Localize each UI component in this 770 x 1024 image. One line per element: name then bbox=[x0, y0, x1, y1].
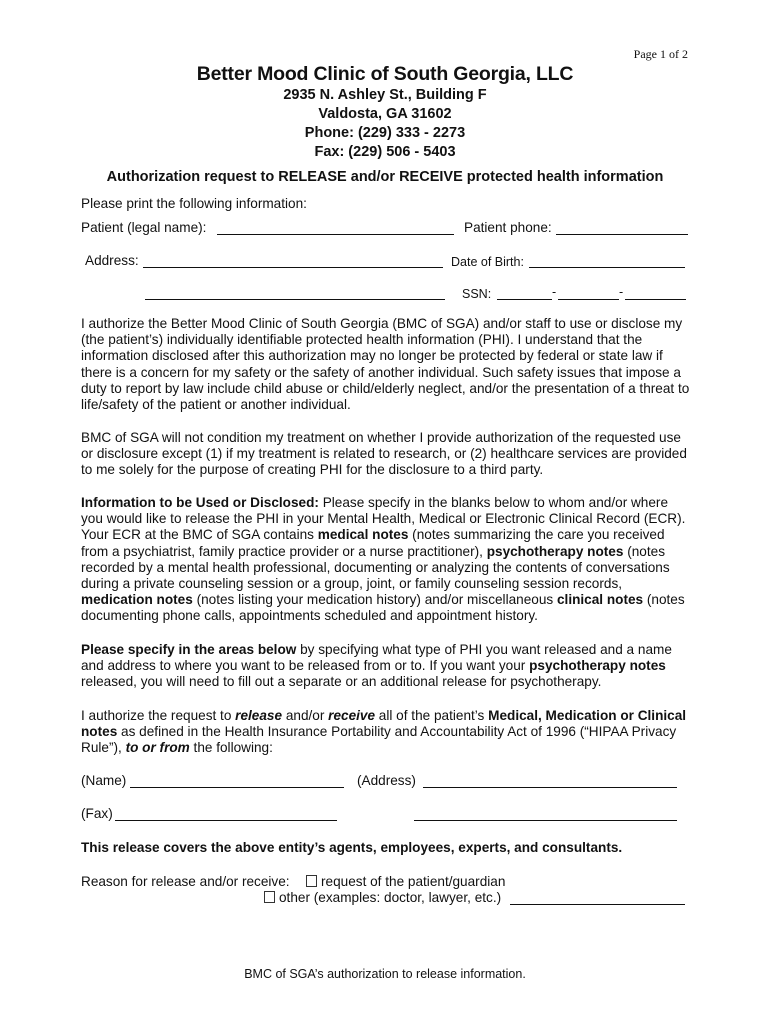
address-line2-field[interactable] bbox=[145, 287, 445, 300]
patient-name-label: Patient (legal name): bbox=[81, 220, 207, 235]
entity-address-field[interactable] bbox=[423, 775, 677, 788]
term-release: release bbox=[235, 708, 283, 723]
entity-fax-field[interactable] bbox=[115, 808, 337, 821]
information-paragraph: Information to be Used or Disclosed: Please specify in the blanks below to whom and/or where you would like to release the PHI in your Mental Health, Medical or Electronic Clinical Record (ECR). Your ECR at the BMC of SGA contains medical notes (notes summarizing the care you received from a psychiatrist, family practice provider or a nurse practitioner), psychotherapy notes (notes recorded by a mental health professional, documenting or analyzing the contents of conversations during a private counseling session or a group, joint, or family counseling session records, medication notes (notes listing your medication history) and/or miscellaneous clinical notes (notes documenting phone calls, appointments scheduled and appointment history. bbox=[81, 495, 686, 624]
ssn-separator: - bbox=[552, 285, 557, 299]
term-receive: receive bbox=[328, 708, 376, 723]
reason-option-other[interactable] bbox=[264, 890, 501, 905]
address-label: Address: bbox=[85, 253, 139, 268]
ssn-separator: - bbox=[619, 285, 624, 299]
dob-field[interactable] bbox=[529, 255, 685, 268]
ssn-part1-field[interactable] bbox=[497, 287, 552, 300]
paragraph-text: BMC of SGA will not condition my treatment on whether I provide authorization of the requested use or disclosure except (1) if my treatment is related to research, or (2) healthcare services are provided to me solely for the purpose of creating PHI for the disclosure to a third party. bbox=[81, 430, 687, 478]
paragraph-text: I authorize the Better Mood Clinic of South Georgia (BMC of SGA) and/or staff to use or disclose my (the patient’s) individually identifiable protected health information (PHI). I understand that the information disclosed after this authorization may no longer be protected by federal or state law if there is a concern for my safety or the safety of another individual. Such safety issues that impose a duty to report by law include child abuse or child/elderly neglect, and/or the presentation of a threat to life/safety of the patient or another individual. bbox=[81, 316, 690, 413]
ssn-label: SSN: bbox=[462, 287, 492, 301]
patient-phone-label: Patient phone: bbox=[464, 220, 552, 235]
term-to-or-from: to or from bbox=[125, 740, 190, 756]
reason-label: Reason for release and/or receive: bbox=[81, 874, 290, 889]
address-field[interactable] bbox=[143, 255, 443, 268]
patient-phone-field[interactable] bbox=[556, 222, 688, 235]
condition-paragraph bbox=[81, 430, 691, 479]
term-medical-notes: medical notes bbox=[317, 527, 409, 543]
clinic-phone: Phone: (229) 333 - 2273 bbox=[304, 125, 466, 141]
entity-address-label: (Address) bbox=[357, 773, 416, 788]
authorization-paragraph bbox=[81, 316, 691, 413]
instructions: Please print the following information: bbox=[81, 196, 307, 211]
checkbox[interactable] bbox=[264, 891, 275, 903]
bold-lead: Please specify in the areas below bbox=[81, 642, 297, 657]
term-notes: Medical, Medication or Clinical notes bbox=[81, 708, 687, 740]
term-medication-notes: medication notes bbox=[81, 592, 193, 608]
term-clinical-notes: clinical notes bbox=[556, 592, 644, 608]
dob-label: Date of Birth: bbox=[451, 255, 524, 269]
specify-paragraph: Please specify in the areas below by specifying what type of PHI you want released and a name and address to where you want to be released from or to. If you want your psychotherapy notes released, you will need to fill out a separate or an additional release for psychotherapy. bbox=[81, 642, 672, 690]
patient-name-field[interactable] bbox=[217, 222, 454, 235]
entity-name-label: (Name) bbox=[81, 773, 127, 788]
page-number: Page 1 of 2 bbox=[633, 47, 688, 61]
reason-option-patient[interactable] bbox=[306, 874, 505, 889]
entity-fax-label: (Fax) bbox=[81, 806, 113, 821]
term-psychotherapy-notes: psychotherapy notes bbox=[486, 543, 624, 559]
entity-address-line2-field[interactable] bbox=[414, 808, 677, 821]
reason-option-label: other (examples: doctor, lawyer, etc.) bbox=[279, 890, 502, 905]
coverage-statement: This release covers the above entity’s agents, employees, experts, and consultants. bbox=[81, 840, 623, 855]
reason-other-field[interactable] bbox=[510, 892, 685, 905]
ssn-part3-field[interactable] bbox=[625, 287, 686, 300]
clinic-name: Better Mood Clinic of South Georgia, LLC bbox=[196, 63, 574, 85]
term-psychotherapy-notes: psychotherapy notes bbox=[529, 658, 666, 674]
clinic-street: 2935 N. Ashley St., Building F bbox=[283, 87, 487, 103]
form-subject: Authorization request to RELEASE and/or RECEIVE protected health information bbox=[106, 169, 664, 185]
clinic-header bbox=[0, 62, 770, 162]
reason-option-label: request of the patient/guardian bbox=[321, 874, 506, 889]
checkbox[interactable] bbox=[306, 875, 317, 887]
clinic-city: Valdosta, GA 31602 bbox=[318, 106, 452, 122]
entity-name-field[interactable] bbox=[130, 775, 344, 788]
ssn-part2-field[interactable] bbox=[558, 287, 619, 300]
release-paragraph: I authorize the request to release and/or receive all of the patient’s Medical, Medication or Clinical notes as defined in the Health Insurance Portability and Accountability Act of 1996 (“HIPAA Privacy Rule”), to or from the following: bbox=[81, 708, 687, 756]
page-footer: BMC of SGA’s authorization to release information. bbox=[244, 967, 526, 981]
clinic-fax: Fax: (229) 506 - 5403 bbox=[314, 144, 456, 160]
bold-lead: Information to be Used or Disclosed: bbox=[81, 495, 319, 510]
